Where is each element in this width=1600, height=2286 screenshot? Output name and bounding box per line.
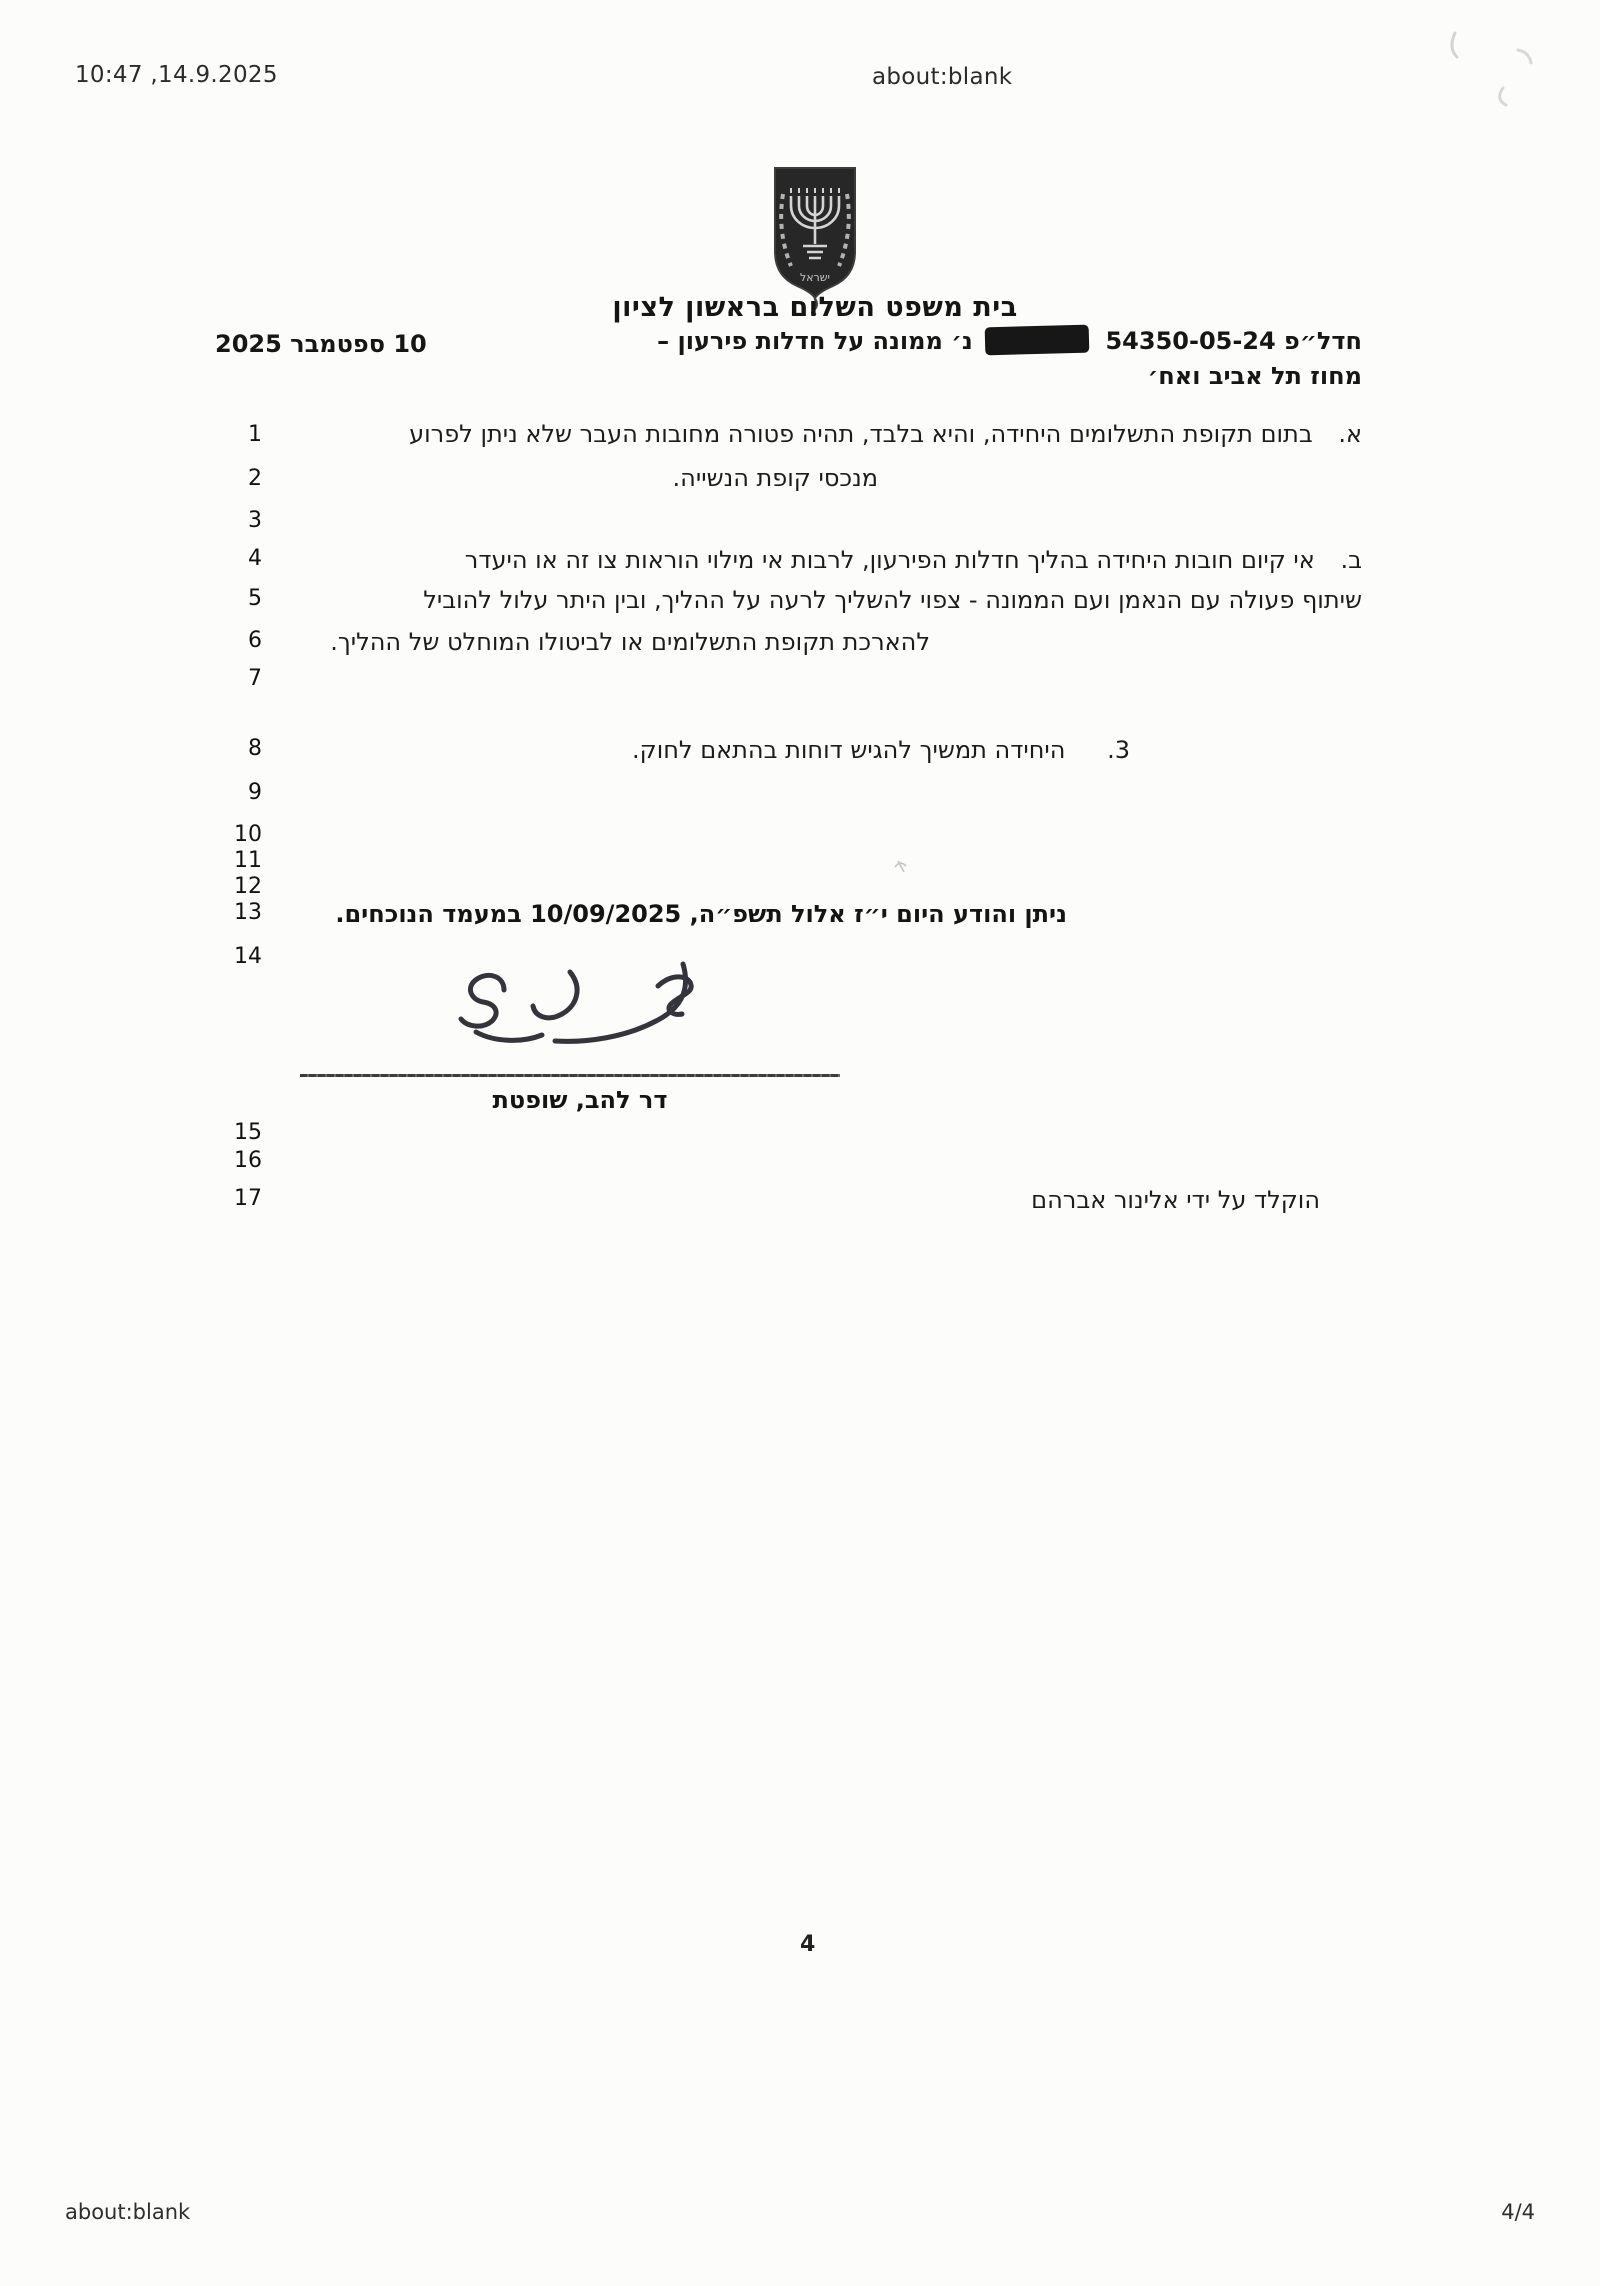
line-number: 17 <box>234 1186 262 1211</box>
signature-line <box>300 1074 840 1077</box>
judge-name-title: דר להב, שופטת <box>492 1086 668 1114</box>
line-number: 15 <box>234 1120 262 1145</box>
item-3-text: היחידה תמשיך להגיש דוחות בהתאם לחוק. <box>632 736 1066 764</box>
case-region-line: מחוז תל אביב ואח׳ <box>1147 362 1362 390</box>
emblem-caption: ישראל <box>799 271 831 284</box>
line-number: 1 <box>248 422 262 447</box>
line-number: 2 <box>248 466 262 491</box>
court-name-title: בית משפט השלום בראשון לציון <box>612 292 1018 323</box>
paragraph-b-line-3: להארכת תקופת התשלומים או לביטולו המוחלט של ההליך. <box>330 628 930 656</box>
scan-smudge-icon <box>893 858 909 874</box>
decision-date: 10 ספטמבר 2025 <box>215 330 427 358</box>
print-footer-page-indicator: 4/4 <box>1501 2200 1535 2224</box>
paragraph-b-label: ב. <box>1340 546 1362 574</box>
item-3-line <box>632 736 1130 764</box>
line-number: 7 <box>248 666 262 691</box>
line-number: 9 <box>248 780 262 805</box>
print-footer-url: about:blank <box>65 2200 191 2224</box>
print-header-title: about:blank <box>872 64 1013 90</box>
typed-by-line: הוקלד על ידי אלינור אברהם <box>1031 1186 1320 1214</box>
paragraph-b-text-1: אי קיום חובות היחידה בהליך חדלות הפירעון, לרבות אי מילוי הוראות צו זה או היעדר <box>464 546 1315 574</box>
scan-artifact-marks-icon <box>1370 8 1570 128</box>
line-number: 12 <box>234 874 262 899</box>
redacted-party-name <box>985 325 1090 356</box>
case-number-line <box>657 326 1362 355</box>
paragraph-a-line-1 <box>409 420 1362 448</box>
line-number: 16 <box>234 1148 262 1173</box>
line-number: 6 <box>248 628 262 653</box>
line-number: 13 <box>234 900 262 925</box>
judge-signature <box>420 950 720 1076</box>
line-number: 3 <box>248 508 262 533</box>
case-parties: נ׳ ממונה על חדלות פירעון – <box>657 327 973 355</box>
line-number: 4 <box>248 546 262 571</box>
line-number: 10 <box>234 822 262 847</box>
paragraph-b-line-1 <box>465 546 1362 574</box>
document-page-number: 4 <box>800 1932 816 1957</box>
decision-given-line: ניתן והודע היום י״ז אלול תשפ״ה, 10/09/2025 במעמד הנוכחים. <box>335 900 1067 928</box>
line-number: 5 <box>248 586 262 611</box>
line-number: 8 <box>248 736 262 761</box>
case-number: חדל״פ 54350-05-24 <box>1105 327 1362 355</box>
paragraph-a-line-2: מנכסי קופת הנשייה. <box>672 464 878 492</box>
item-3-number: 3. <box>1107 736 1130 764</box>
paragraph-a-label: א. <box>1338 420 1362 448</box>
paragraph-a-text-1: בתום תקופת התשלומים היחידה, והיא בלבד, תהיה פטורה מחובות העבר שלא ניתן לפרוע <box>409 420 1313 448</box>
line-number: 11 <box>234 848 262 873</box>
line-number: 14 <box>234 944 262 969</box>
paragraph-b-line-2: שיתוף פעולה עם הנאמן ועם הממונה - צפוי להשליך לרעה על ההליך, ובין היתר עלול להוביל <box>423 586 1362 614</box>
print-header-timestamp: 10:47 ,14.9.2025 <box>75 62 278 88</box>
